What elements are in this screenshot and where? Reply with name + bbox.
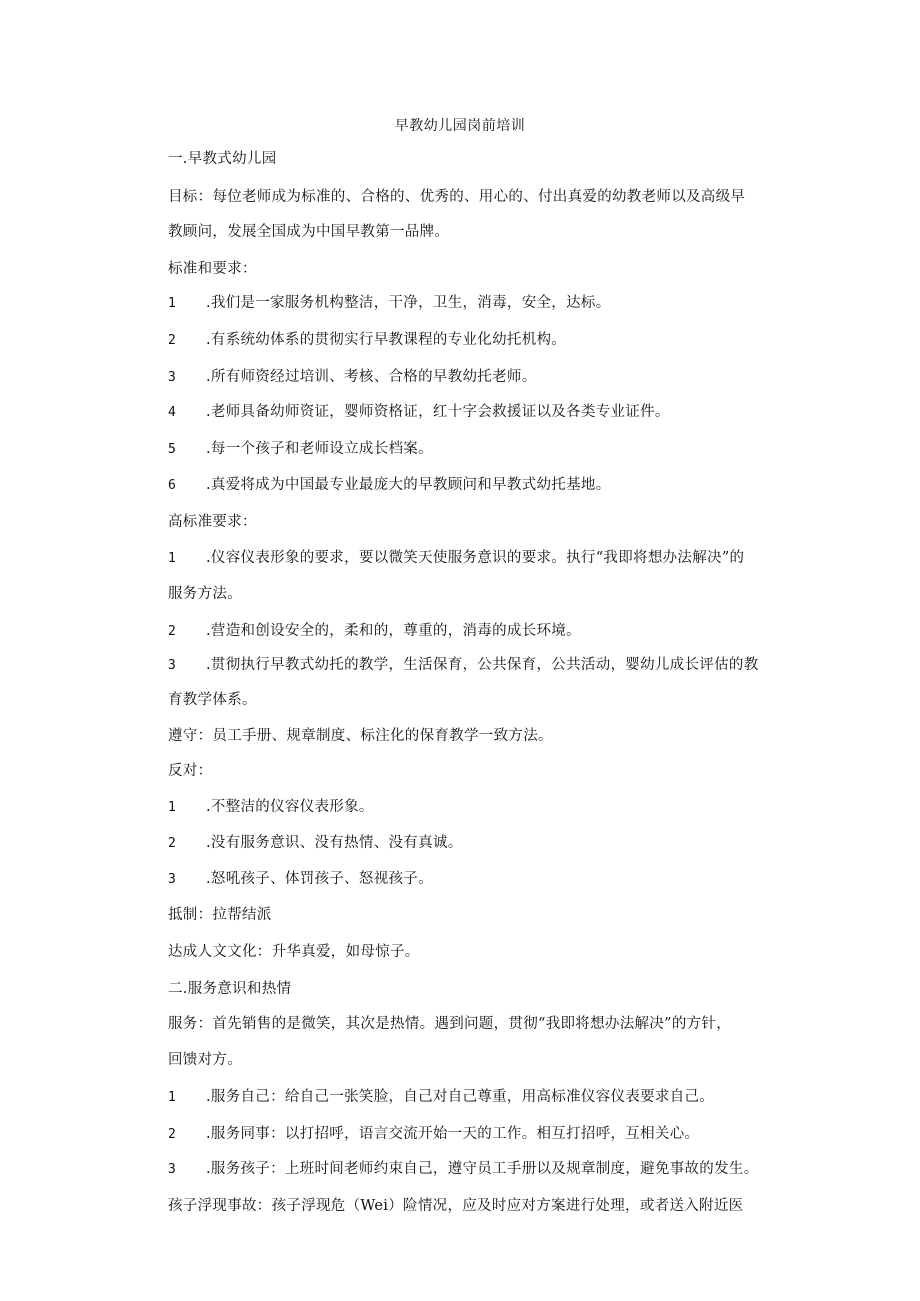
list-item [168,1159,778,1180]
goal-line-1: 目标：每位老师成为标准的、合格的、优秀的、用心的、付出真爱的幼教老师以及高级早 [168,189,746,205]
list-text: .真爱将成为中国最专业最庞大的早教顾问和早教式幼托基地。 [206,477,611,493]
list-text: .服务自己：给自己一张笑脸，自己对自己尊重，用高标准仪容仪表要求自己。 [206,1089,715,1105]
list-text: .每一个孩子和老师设立成长档案。 [206,441,433,457]
list-item [168,1087,778,1108]
list-text: .服务孩子：上班时间老师约束自己，遵守员工手册以及规章制度，避免事故的发生。 [206,1161,759,1177]
list-number: 1 [168,1090,177,1105]
list-text: .服务同事：以打招呼，语言交流开始一天的工作。相互打招呼，互相关心。 [206,1126,700,1142]
list-text: .有系统幼体系的贯彻实行早教课程的专业化幼托机构。 [206,332,567,348]
list-item [168,1124,778,1145]
list-item [168,439,778,460]
standards-heading: 标准和要求： [168,261,257,277]
list-number: 4 [168,405,177,420]
goal-line-2: 教顾问，发展全国成为中国早教第一品牌。 [168,224,450,240]
comply-line: 遵守：员工手册、规章制度、标注化的保育教学一致方法。 [168,728,553,744]
high-standards-heading: 高标准要求： [168,514,257,530]
list-text: .贯彻执行早教式幼托的教学，生活保育，公共保育，公共活动，婴幼儿成长评估的教 [206,657,759,673]
list-item [168,475,778,496]
list-text: .老师具备幼师资证，婴师资格证，红十字会救援证以及各类专业证件。 [206,404,670,420]
list-number: 1 [168,296,177,311]
culture-line: 达成人文文化：升华真爱，如母惊子。 [168,944,420,960]
list-item-continuation: 服务方法。 [168,586,242,602]
list-item [168,655,778,676]
list-number: 2 [168,624,177,639]
list-number: 3 [168,872,177,887]
list-text: .营造和创设安全的，柔和的，尊重的，消毒的成长环境。 [206,623,581,639]
list-number: 6 [168,478,177,493]
list-item [168,402,778,423]
list-item [168,797,778,818]
list-number: 2 [168,1127,177,1142]
list-number: 3 [168,1162,177,1177]
list-number: 1 [168,551,177,566]
list-number: 3 [168,658,177,673]
list-item [168,833,778,854]
service-line-1: 服务：首先销售的是微笑，其次是热情。遇到问题，贯彻“我即将想办法解决”的方针， [168,1016,732,1032]
section-heading-2: 二.服务意识和热情 [168,981,292,997]
resist-line: 抵制：拉帮结派 [168,907,272,923]
list-item [168,293,778,314]
list-number: 1 [168,800,177,815]
document-title: 早教幼儿园岗前培训 [394,118,526,134]
list-text: .怒吼孩子、体罚孩子、怒视孩子。 [206,871,433,887]
list-number: 5 [168,442,177,457]
list-item [168,869,778,890]
section-heading-1: 一.早教式幼儿园 [168,151,277,167]
list-item-continuation: 育教学体系。 [168,692,257,708]
oppose-heading: 反对： [168,763,213,779]
accident-line: 孩子浮现事故：孩子浮现危（Wei）险情况，应及时应对方案进行处理，或者送入附近医 [168,1198,744,1214]
list-number: 3 [168,370,177,385]
list-text: .所有师资经过培训、考核、合格的早教幼托老师。 [206,369,537,385]
list-text: .不整洁的仪容仪表形象。 [206,799,374,815]
service-line-2: 回馈对方。 [168,1052,242,1068]
list-item [168,367,778,388]
list-text: .没有服务意识、没有热情、没有真诚。 [206,835,463,851]
list-number: 2 [168,836,177,851]
list-text: .我们是一家服务机构整洁，干净，卫生，消毒，安全，达标。 [206,295,611,311]
list-item [168,621,778,642]
list-text: .仪容仪表形象的要求，要以微笑天使服务意识的要求。执行“我即将想办法解决”的 [206,550,745,566]
list-item [168,330,778,351]
list-number: 2 [168,333,177,348]
list-item [168,548,778,569]
